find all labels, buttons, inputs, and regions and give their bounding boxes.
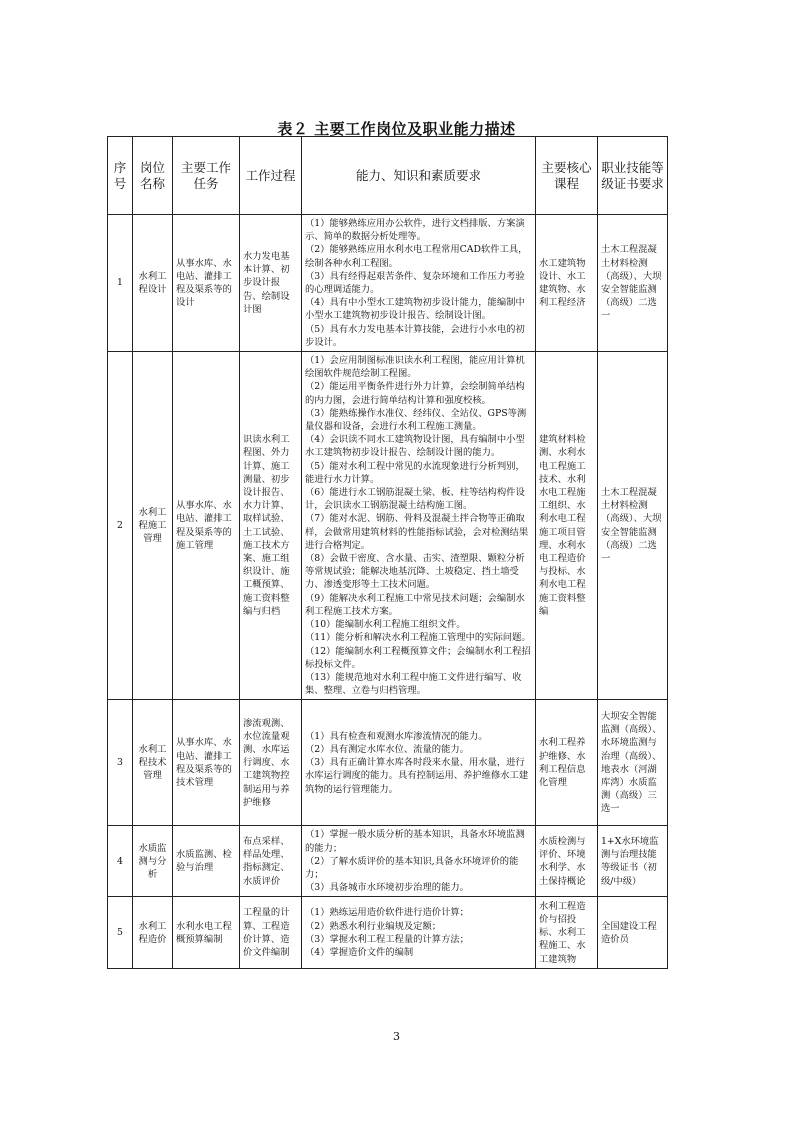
header-requirements: 能力、知识和素质要求 (302, 137, 536, 215)
row-certs: 全国建设工程造价员 (598, 897, 668, 969)
row-post: 水利工程施工管理 (133, 352, 173, 700)
requirement-item: （3）掌握水利工程工程量的计算方法； (305, 933, 469, 945)
requirement-item: （6）能进行水工钢筋混凝土梁、板、柱等结构构件设计，会识读水工钢筋混凝土结构施工图。 (305, 487, 525, 512)
row-task: 水质监测、检验与治理 (173, 826, 240, 897)
table-row (108, 897, 668, 969)
row-certs: 土木工程混凝土材料检测（高级）、大坝安全智能监测（高级）二选一 (598, 352, 668, 700)
requirement-item: （4）具有中小型水工建筑物初步设计能力，能编制中小型水工建筑物初步设计报告、绘制设计图。 (305, 297, 525, 322)
requirement-item: （12）能编制水利工程概预算文件；会编制水利工程招标投标文件。 (305, 645, 531, 670)
row-requirements (302, 826, 536, 897)
requirement-item: （2）能够熟练应用水利水电工程常用CAD软件工具，绘制各种水利工程图。 (305, 244, 528, 269)
requirement-item: （8）会做干密度、含水量、击实、渣塑限、颗粒分析等常规试验；能解决地基沉降、土坡稳定、挡土墙受力、渗透变形等土工技术问题。 (305, 553, 525, 591)
row-no: 2 (108, 352, 133, 700)
row-process: 识读水利工程图、外力计算、施工测量、初步设计报告、水力计算、取样试验、土工试验、施工技术方案、施工组织设计、施工概预算、施工资料整编与归档 (240, 352, 302, 700)
requirement-item: （5）具有水力发电基本计算技能，会进行小水电的初步设计。 (305, 323, 525, 348)
requirement-item: （11）能分析和解决水利工程施工管理中的实际问题。 (305, 632, 531, 644)
header-courses: 主要核心课程 (536, 137, 598, 215)
requirement-item: （2）了解水质评价的基本知识,具备水环境评价的能力； (305, 855, 519, 880)
requirement-item: （2）熟悉水利行业编规及定额； (305, 920, 442, 932)
requirement-item: （9）能解决水利工程施工中常见技术问题；会编制水利工程施工技术方案。 (305, 592, 525, 617)
row-courses: 水工建筑物设计、水工建筑物、水利工程经济 (536, 215, 598, 352)
row-process: 渗流观测、水位流量观测、水库运行调度、水工建筑物控制运用与养护维修 (240, 700, 302, 826)
row-post: 水利工程造价 (133, 897, 173, 969)
row-task: 从事水库、水电站、灌排工程及渠系等的技术管理 (173, 700, 240, 826)
row-courses: 水质检测与评价、环境水利学、水土保持概论 (536, 826, 598, 897)
table-row (108, 700, 668, 826)
row-courses: 建筑材料检测、水利水电工程施工技术、水利水电工程施工组织、水利水电工程施工项目管理、水利水电工程造价与投标、水利水电工程施工资料整编 (536, 352, 598, 700)
row-process: 工程量的计算、工程造价计算、造价文件编制 (240, 897, 302, 969)
requirement-item: （5）能对水利工程中常见的水流现象进行分析判别，能进行水力计算。 (305, 460, 525, 485)
row-requirements (302, 352, 536, 700)
header-task: 主要工作任务 (173, 137, 240, 215)
row-certs: 1+X水环境监测与治理技能等级证书（初级/中级） (598, 826, 668, 897)
row-task: 从事水库、水电站、灌排工程及渠系等的施工管理 (173, 352, 240, 700)
requirement-item: （7）能对水泥、钢筋、骨料及混凝土拌合物等正确取样，会做常用建筑材料的性能指标试验，会对检测结果进行合格判定。 (305, 513, 529, 551)
page-number: 3 (393, 1030, 400, 1043)
requirement-item: （1）具有检查和观测水库渗流情况的能力。 (305, 730, 488, 742)
requirement-item: （1）会应用制图标准识读水利工程图，能应用计算机绘图软件规范绘制工程图。 (305, 355, 525, 380)
requirement-item: （4）会识读不同水工建筑物设计图，具有编制中小型水工建筑物初步设计报告、绘制设计图的能力。 (305, 434, 525, 459)
table-row (108, 826, 668, 897)
row-courses: 水利工程养护维修、水利工程信息化管理 (536, 700, 598, 826)
requirement-item: （2）能运用平衡条件进行外力计算，会绘制简单结构的内力图，会进行简单结构计算和强度校核。 (305, 381, 525, 406)
requirement-item: （1）能够熟练应用办公软件，进行文档排版、方案演示、简单的数据分析处理等。 (305, 218, 525, 243)
requirement-item: （3）具有经得起艰苦条件、复杂环境和工作压力考验的心理调适能力。 (305, 270, 525, 296)
row-post: 水利工程设计 (133, 215, 173, 352)
requirement-item: （1）掌握一般水质分析的基本知识，具备水环境监测的能力； (305, 829, 525, 854)
row-requirements (302, 700, 536, 826)
requirement-item: （13）能规范地对水利工程中施工文件进行编写、收集、整理、立卷与归档管理。 (305, 671, 522, 697)
header-no: 序号 (108, 137, 133, 215)
requirement-item: （3）能熟练操作水准仪、经纬仪、全站仪、GPS等测量仪器和设备，会进行水利工程施工测量。 (305, 407, 527, 433)
row-post: 水利工程技术管理 (133, 700, 173, 826)
row-certs: 土木工程混凝土材料检测（高级）、大坝安全智能监测（高级）二选一 (598, 215, 668, 352)
requirement-item: （3）具备城市水环境初步治理的能力。 (305, 882, 469, 894)
table-title: 表２ 主要工作岗位及职业能力描述 (277, 120, 516, 138)
requirement-item: （3）具有正确计算水库各时段来水量、用水量，进行水库运行调度的能力。具有控制运用、养护维修水工建筑物的运行管理能力。 (305, 757, 529, 795)
row-no: 1 (108, 215, 133, 352)
row-no: 4 (108, 826, 133, 897)
row-post: 水质监测与分析 (133, 826, 173, 897)
row-requirements (302, 215, 536, 352)
requirement-item: （4）掌握造价文件的编制 (305, 947, 414, 959)
row-courses: 水利工程造价与招投标、水利工程施工、水工建筑物 (536, 897, 598, 969)
header-post: 岗位名称 (133, 137, 173, 215)
row-task: 水利水电工程概预算编制 (173, 897, 240, 969)
table-row (108, 215, 668, 352)
row-process: 水力发电基本计算、初步设计报告、绘制设计图 (240, 215, 302, 352)
header-certs: 职业技能等级证书要求 (598, 137, 668, 215)
table-row (108, 352, 668, 700)
row-no: 5 (108, 897, 133, 969)
requirement-item: （1）熟练运用造价软件进行造价计算； (305, 907, 469, 919)
job-ability-table (107, 136, 668, 969)
row-process: 布点采样、样品处理、指标测定、水质评价 (240, 826, 302, 897)
row-task: 从事水库、水电站、灌排工程及渠系等的设计 (173, 215, 240, 352)
requirement-item: （2）具有测定水库水位、流量的能力。 (305, 744, 469, 755)
row-no: 3 (108, 700, 133, 826)
header-process: 工作过程 (240, 137, 302, 215)
requirement-item: （10）能编制水利工程施工组织文件。 (305, 619, 466, 631)
row-requirements (302, 897, 536, 969)
row-certs: 大坝安全智能监测（高级）、水环境监测与治理（高级）、地表水（河湖库湾）水质监测（高级）三选一 (598, 700, 668, 826)
